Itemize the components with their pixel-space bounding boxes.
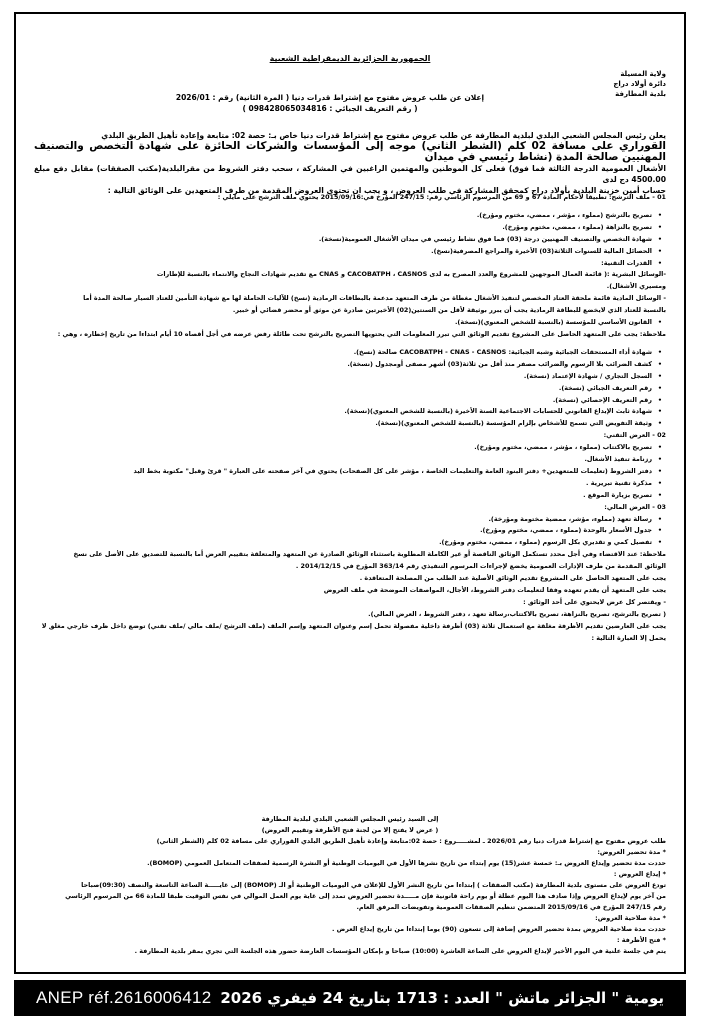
note: يجب على العارضين تقديم الأظرفة مغلقة مع استعمال ثلاثة (03) أظرفة داخلية مفصولة تحمل إسم وعنوان المتعهد وإسم الملف (ملف الترشح /ملف مالي /ملف تقني) توضع داخل ظرف خارجي مغلق لا <box>41 621 666 630</box>
list-item: • جدول الأسعار بالوحدة (مملوء ، ممضي، مختوم ومؤرخ). <box>34 525 666 537</box>
paragraph: تودع العروض على مستوى بلدية المطارفة (مكتب الصفقات ) إبتداءا من تاريخ النشر الأول للإعلان في اليوميات الوطنية أو الـ (BOMOP) إلى غايـــــة الساعة التاسعة والنصف (09:30)صباحا <box>81 881 666 889</box>
section-03-heading: 03 - العرض المالي: <box>604 502 666 511</box>
envelope-warning: ( عرض لا يفتح إلا من لجنة فتح الأظرفة وتقييم العروض) <box>261 826 439 834</box>
note: يجب على المتعهد أن يقدم تعهده وفقا لتعليمات دفتر الشروط، الأجال، المواصفات الموضحة في ملف العروض <box>323 586 666 594</box>
sub-heading: * إيداع العروض : <box>613 870 666 878</box>
sub-heading: * فتح الأظرفة : <box>617 936 666 944</box>
issuer-daira: دائرة أولاد دراج <box>613 80 666 88</box>
note: - ويقتصر كل عرض لايحتوي على أحد الوثائق : <box>523 597 666 606</box>
list-item: • شهادة أداء المستحقات الجبائية وشبه الجبائية: CACOBATPH - CNAS - CASNOS صالحة (نسخ). <box>34 347 666 359</box>
section-02-heading: 02 - العرض التقني: <box>603 431 666 440</box>
list-item: • شهادة التخصص والتصنيف المهنيين درجة (03) فما فوق نشاط رئيسي في ميدان الأشغال العمومية(نسخة). <box>34 234 666 246</box>
paragraph: من آخر يوم لإيداع العروض وإذا صادف هذا اليوم عطلة أو يوم راحة قانونية فإن مـــــدة تحضير العروض تمدد إلى غاية يوم العمل الموالي في نفس التوقيت طبقا للمادة 66 من المرسوم الرئاسي <box>65 892 666 900</box>
list-item: • تصريح بزيارة الموقع . <box>34 490 666 502</box>
issuer-wilaya: ولاية المسيلة <box>620 70 666 78</box>
list-item: • رقم التعريف الإحصائي (نسخة). <box>34 395 666 407</box>
list-item: • كشف الضرائب بلا الرسوم والضرائب مصفر منذ أقل من ثلاثة(03) أشهر مصفى أومجدول (نسخة). <box>34 359 666 371</box>
notice-title-block <box>114 92 546 114</box>
tax-id: ( رقم التعريف الجبائي : 098428065034816 ) <box>242 104 418 113</box>
issuer-block <box>576 69 666 99</box>
sub-heading: * مدة صلاحية العروض: <box>595 914 666 922</box>
notice-intro <box>34 130 666 196</box>
paragraph: يتم في جلسة علنية في اليوم الأخير لإيداع العروض على الساعة العاشرة (10:00) صباحا و بإمكان المؤسسات العارضة حضور هذه الجلسة التي تجري بمقر بلدية المطارفة . <box>134 947 666 955</box>
list-item: • رقم التعريف الجبائي (نسخة). <box>34 383 666 395</box>
paragraph: ومسيري الأشغال). <box>606 282 666 291</box>
paragraph: - الوسائل المادية قائمة ملحقة العتاد المخصص لتنفيذ الأشغال مغطاة من طرف المتعهد مدعمة بالبطاقات الرمادية (نسخ) للآليات الحاملة لها مع شهادة التأمين للعتاد السيار صالحة المدة أما <box>83 294 666 303</box>
note: ( تصريح بالترشح، تصريح بالنزاهة، تصريح بالاكتتاب،رسالة تعهد ، دفتر الشروط ، العرض المالي). <box>368 609 666 618</box>
list-item: • دفتر الشروط (تعليمات للمتعهدين+ دفتر البنود العامة والتعليمات الخاصة ، مؤشر على كل الصفحات) يحتوي في آخر صفحته على العبارة " قرئ وقبل" مكتوبة بخط اليد <box>34 466 666 478</box>
newspaper-issue: يومية " الجزائر ماتش " العدد : 1713 بتاريخ 24 فيفري 2026 <box>220 989 664 1007</box>
list-item: • مذكرة تقنية تبريرية . <box>34 478 666 490</box>
notice-body <box>34 192 666 645</box>
republic-heading: الجمهورية الجزائرية الديمقراطية الشعبية <box>269 54 431 63</box>
list-item: • السجل التجاري / شهادة الإعتماد (نسخة). <box>34 371 666 383</box>
list-item: • وثيقة التفويض التي تسمح للأشخاص بإلزام المؤسسة (بالنسبة للشخص المعنوي)(نسخة). <box>34 418 666 430</box>
note: ملاحظة: يجب على المتعهد الحاصل على المشروع تقديم الوثائق التي تبرر المعلومات التي يحتويها التصريح بالترشح تحت طائلة رفض عرضه في أجل أقصاه 10 أيام ابتداءا من تاريخ إخطاره ، وهي : <box>57 329 666 338</box>
paragraph: بالنسبة للعتاد الذي لايخضع للبطاقة الرمادية يجب أن يبرر بوثيقة لأقل من السنتين(02) الأخيرتين صادرة عن موثق أو محضر قضائي أو خبير. <box>232 306 666 315</box>
intro-line: القوراري على مسافة 02 كلم (الشطر الثاني) موجه إلى المؤسسات والشركات الحائزة على شهادة التخصص والتصنيف المهنيين صالحة المدة (نشاط رئيسي في ميدان <box>34 140 666 163</box>
sub-heading: * مدة تحضير العروض: <box>597 848 666 856</box>
list-item: • تصريح بالنزاهة (مملوء ، ممضي، مختوم ومؤرخ). <box>34 222 666 234</box>
paragraph: حددت مدة تحضير وإيداع العروض بـ: خمسة عشر(15) يوم إبتداء من تاريخ نشرها الأول في اليوميات الوطنية أو النشرة الرسمية لصفقات المتعامل العمومي (BOMOP). <box>147 859 666 867</box>
section-01-heading: 01 - ملف الترشح: تطبيقا لأحكام المادة 67 و 69 من المرسوم الرئاسي رقم: 247/15 المؤرخ في:2015/09/16 يحتوي ملف الترشح على مايلي : <box>217 193 666 201</box>
envelope-section <box>34 814 666 957</box>
notice-title: إعلان عن طلب عروض مفتوح مع إشتراط قدرات دنيا ( المرة الثانية) رقم : 2026/01 <box>175 93 485 102</box>
note: ملاحظة: عند الاقتضاء وفي أجل محدد تستكمل الوثائق الناقصة أو غير الكاملة المطلوبة باستثناء الوثائق الصادرة عن المتعهد والمتعلقة بتقييم العرض أما بالنسبة للتصديق على الأصل على نسخ <box>73 550 666 559</box>
paragraph: -الوسائل البشرية :( قائمة العمال الموجهين للمشروع والعدد المصرح به لدى CACOBATPH ، CASNOS و CNAS مع تقديم شهادات النجاح والانتماء بالنسبة للإطارات <box>156 270 666 279</box>
intro-line: الأشغال العمومية الدرجة الثالثة فما فوق) فعلى كل الموطنين والمهتمين الراغبين في المشاركة ، سحب دفتر الشروط من مقرالبلدية(مكتب الصفقات) مقابل دفع مبلغ 4500.00 دج لدى <box>34 164 666 184</box>
anep-reference: ANEP réf.2616006412 <box>36 988 212 1007</box>
note: الوثائق المقدمة من طرف الإدارات العمومية يخضع لإجراءات المرسوم التنفيذي رقم 363/14 المؤرخ في 2014/12/15 . <box>295 562 666 571</box>
note: يجب على المتعهد الحاصل على المشروع تقديم الوثائق الأصلية عند الطلب من المصلحة المتعاقدة . <box>359 574 666 583</box>
publication-footer-bar <box>14 980 686 1016</box>
list-item: • الحصائل المالية للسنوات الثلاثة(03) الأخيرة والمراجع المصرفية(نسخ). <box>34 246 666 258</box>
list-item: • رزنامة تنفيذ الأشغال. <box>34 454 666 466</box>
list-item: • تصريح بالترشح (مملوء ، مؤشر ، ممضي، مختوم ومؤرخ). <box>34 210 666 222</box>
issuer-commune: بلدية المطارفة <box>615 90 666 98</box>
note: يحمل إلا العبارة التالية : <box>591 633 666 642</box>
envelope-subject: طلب عروض مفتوح مع إشتراط قدرات دنيا رقم 2026/01 ـ لمشـــــروع : حصة 02:متابعة وإعادة تأهيل الطريق البلدي القوراري على مسافة 02 كلم (الشطر الثاني) <box>156 837 666 845</box>
list-item: • القانون الأساسي للمؤسسة (بالنسبة للشخص المعنوي)(نسخة). <box>34 317 666 329</box>
list-item: • تصريح بالاكتتاب (مملوء ، مؤشر ، ممضي، مختوم ومؤرخ). <box>34 442 666 454</box>
list-item: • شهادة ثابث الإيداع القانوني للحسابات الاجتماعية السنة الأخيرة (بالنسبة للشخص المعنوي)(نسخة). <box>34 406 666 418</box>
envelope-to: إلى السيد رئيس المجلس الشعبي البلدي لبلدية المطارفة <box>261 815 439 823</box>
paragraph: حددت مدة صلاحية العروض بمدة تحضير العروض إضافة إلى تسعون (90) يوما إبتداءا من تاريخ إيداع العرض . <box>331 925 666 933</box>
list-item: • تفصيل كمي و تقديري بكل الرسوم (مملوء ، ممضي، مختوم ومؤرخ). <box>34 537 666 549</box>
intro-line: يعلن رئيس المجلس الشعبي البلدي لبلدية المطارفة عن طلب عروض مفتوح مع إشتراط قدرات دنيا خاص بـ: حصة 02: متابعة وإعادة تأهيل الطريق البلدي <box>101 131 666 140</box>
list-item: • القدرات التقنية: <box>34 258 666 270</box>
notice-page <box>14 12 686 974</box>
paragraph: رقم 247/15 المؤرخ في 2015/09/16 المتضمن تنظيم الصفقات العمومية وتفويضات المرفق العام. <box>356 903 666 911</box>
intro-line: حساب أمين خزينة البلدية بأولاد دراج كمحقق المشاركة في طلب العروض ، و يجب ان تحتوي العروض المقدمة من طرف المتعهدين على الوثائق التالية : <box>107 186 666 195</box>
list-item: • رسالة تعهد (مملوء، مؤشر، ممضية مختومة ومؤرخة). <box>34 514 666 526</box>
